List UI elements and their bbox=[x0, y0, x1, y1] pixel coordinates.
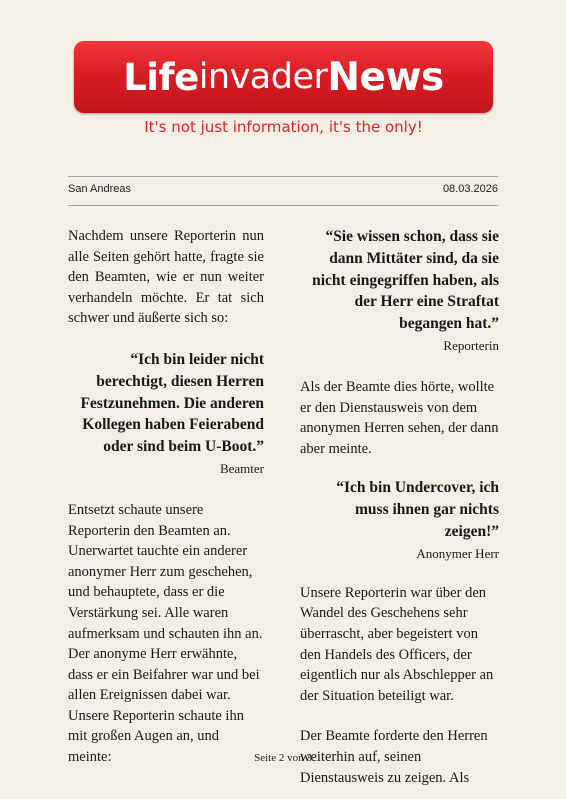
pull-quote bbox=[300, 226, 499, 355]
logo-text-life: Life bbox=[123, 55, 199, 99]
meta-bar bbox=[68, 183, 498, 195]
quote-source: Reporterin bbox=[443, 337, 499, 353]
paragraph: Unsere Reporterin war über den Wandel des Geschehens sehr überrascht, aber begeistert von den Handels des Officers, der eigentlich nur als Abschlepper an der Situation beteiligt war. bbox=[300, 584, 494, 704]
paragraph: Als der Beamte dies hörte, wollte er den Dienstausweis von dem anonymen Herren sehen, der dann aber meinte. bbox=[300, 378, 499, 457]
quote-text: “Ich bin leider nicht berechtigt, diesen Herren Festzunehmen. Die anderen Kollegen haben Feierabend oder sind beim U-Boot.” bbox=[80, 350, 264, 456]
top-divider bbox=[68, 176, 498, 177]
quote-text: “Ich bin Undercover, ich muss ihnen gar nichts zeigen!” bbox=[336, 479, 499, 540]
logo-text-invader: invader bbox=[198, 57, 328, 97]
tagline: It's not just information, it's the only! bbox=[144, 118, 423, 136]
paragraph: Der Beamte forderte den Herren weiterhin auf, seinen Dienstausweis zu zeigen. Als bbox=[300, 728, 488, 786]
paragraph: Nachdem unsere Reporterin nun alle Seiten gehört hatte, fragte sie den Beamten, wie er nun weiter verhandeln möchte. Er tat sich schwer und äußerte sich so: bbox=[68, 228, 264, 327]
date: 08.03.2026 bbox=[442, 183, 498, 195]
pull-quote bbox=[68, 349, 264, 478]
quote-source: Anonymer Herr bbox=[416, 545, 499, 561]
quote-text: “Sie wissen schon, dass sie dann Mittäter sind, da sie nicht eingegriffen haben, als der Herr eine Straftat begangen hat.” bbox=[312, 228, 499, 333]
bottom-divider bbox=[68, 205, 498, 206]
lifeinvader-news-logo bbox=[74, 41, 493, 113]
location: San Andreas bbox=[68, 183, 131, 195]
paragraph: Entsetzt schaute unsere Reporterin den Beamten an. Unerwartet tauchte ein anderer anonymer Herr zum geschehen, und behauptete, dass er die Verstärkung sei. Alle waren aufmerksam und schauten ihn an. Der anonyme Herr erwähnte, dass er ein Beifahrer war und bei allen Ereignissen dabei war. Unsere Reporterin schaute ihn mit großen Augen an, und meinte: bbox=[68, 501, 263, 766]
left-column bbox=[68, 226, 264, 768]
logo-text-news: News bbox=[327, 54, 444, 100]
right-column bbox=[300, 226, 499, 788]
quote-source: Beamter bbox=[219, 460, 264, 476]
page-number: Seite 2 von 3 bbox=[254, 752, 312, 764]
pull-quote bbox=[300, 477, 499, 562]
